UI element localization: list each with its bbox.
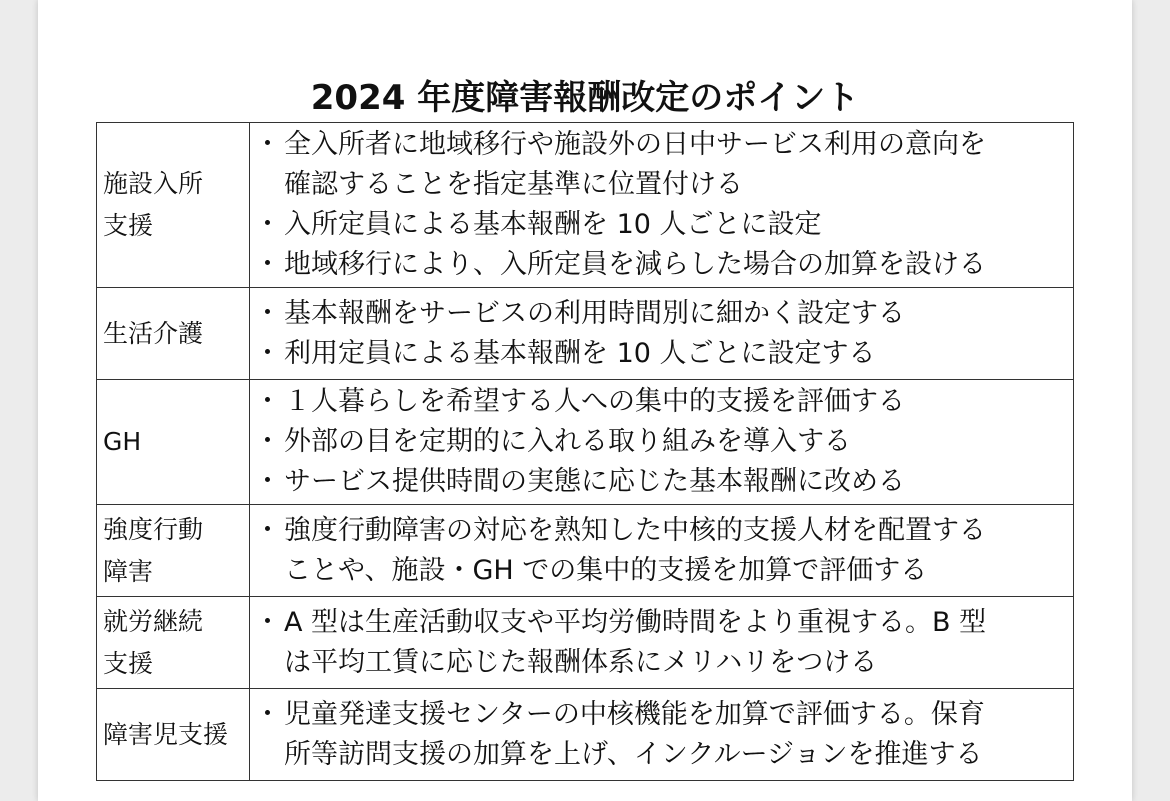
category-label: 生活介護 — [103, 318, 204, 348]
list-item: ・ 基本報酬をサービスの利用時間別に細かく設定する — [254, 297, 905, 329]
category-label: 障害児支援 — [103, 719, 229, 749]
list-item: ・ 児童発達支援センターの中核機能を加算で評価する。保育 所等訪問支援の加算を上げ、インクルージョンを推進する — [254, 698, 985, 770]
table-row — [97, 597, 1074, 689]
list-item: ・ サービス提供時間の実態に応じた基本報酬に改める — [254, 466, 905, 497]
bullets-cell — [250, 597, 1074, 689]
list-item: ・ A 型は生産活動収支や平均労働時間をより重視する。B 型 は平均工賃に応じた報酬体系にメリハリをつける — [254, 606, 987, 678]
list-item: ・ 全入所者に地域移行や施設外の日中サービス利用の意向を 確認することを指定基準に位置付ける — [254, 129, 986, 200]
list-item: ・ １人暮らしを希望する人への集中的支援を評価する — [254, 386, 905, 417]
table-row — [97, 380, 1074, 505]
bullets-cell — [250, 689, 1074, 781]
category-label: 就労継続 — [103, 606, 204, 636]
table-row — [97, 288, 1074, 380]
category-cell — [97, 597, 250, 689]
category-label: 支援 — [103, 648, 154, 678]
bullets-cell — [250, 380, 1074, 505]
bullets-cell — [250, 505, 1074, 597]
list-item: ・ 利用定員による基本報酬を 10 人ごとに設定する — [254, 337, 876, 369]
list-item: ・ 入所定員による基本報酬を 10 人ごとに設定 — [254, 209, 822, 240]
category-cell — [97, 689, 250, 781]
category-label: 障害 — [103, 556, 154, 586]
category-cell — [97, 288, 250, 380]
list-item: ・ 外部の目を定期的に入れる取り組みを導入する — [254, 426, 851, 457]
page-title: 2024 年度障害報酬改定のポイント — [310, 78, 860, 118]
table-row — [97, 505, 1074, 597]
category-cell — [97, 380, 250, 505]
table-row — [97, 689, 1074, 781]
bullets-cell — [250, 288, 1074, 380]
category-label: 強度行動 — [103, 514, 204, 544]
document-page — [38, 0, 1132, 801]
table-row — [97, 123, 1074, 288]
category-label: 施設入所 — [103, 169, 204, 198]
list-item: ・ 強度行動障害の対応を熟知した中核的支援人材を配置する ことや、施設・GH での集中的支援を加算で評価する — [254, 514, 986, 586]
category-label: GH — [103, 427, 142, 456]
points-table — [96, 122, 1074, 781]
bullets-cell — [250, 123, 1074, 288]
list-item: ・ 地域移行により、入所定員を減らした場合の加算を設ける — [254, 249, 986, 280]
category-cell — [97, 123, 250, 288]
category-cell — [97, 505, 250, 597]
category-label: 支援 — [103, 211, 154, 240]
